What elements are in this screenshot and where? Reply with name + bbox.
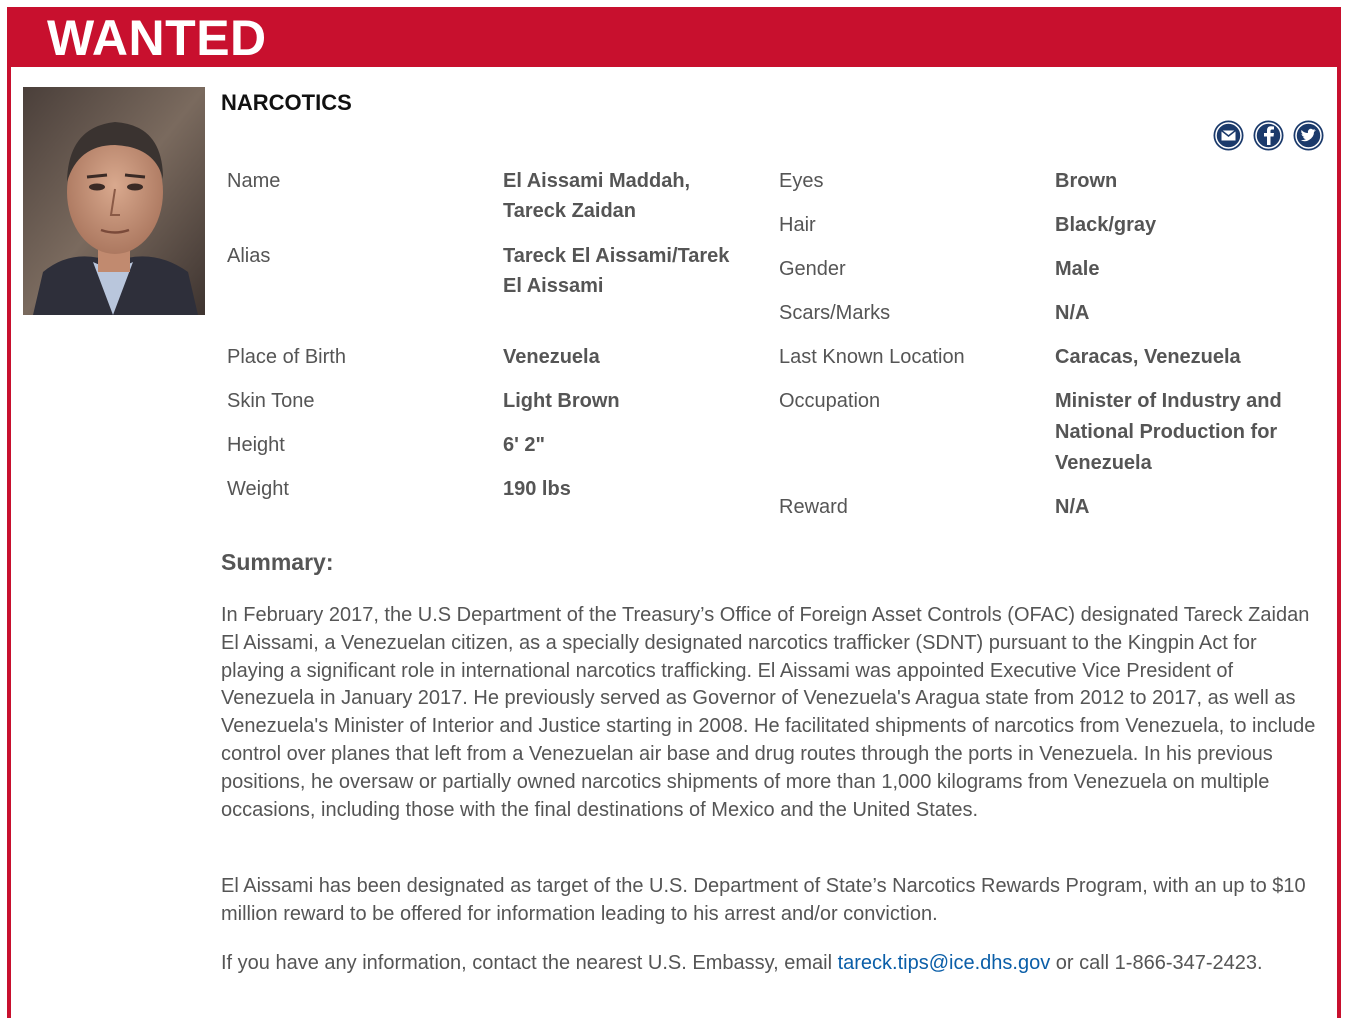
detail-value-skin-tone: Light Brown [503,390,620,412]
detail-label-place-of-birth: Place of Birth [227,346,346,368]
detail-label-alias: Alias [227,245,271,267]
banner-title: WANTED [47,10,267,66]
detail-label-eyes: Eyes [779,170,824,192]
detail-label-gender: Gender [779,258,846,280]
category-heading: NARCOTICS [221,90,352,115]
summary-paragraph-2: El Aissami has been designated as target of the U.S. Department of State’s Narcotics Rewards Program, with an up to $10 million reward to be offered for information leading to his arrest and/or conviction. [221,875,1306,925]
detail-value-alias-line1: Tareck El Aissami/Tarek [503,245,730,267]
detail-value-reward: N/A [1055,496,1090,518]
detail-value-height: 6' 2" [503,434,546,456]
page-frame [7,7,1341,1018]
summary-paragraph-1: In February 2017, the U.S Department of the Treasury’s Office of Foreign Asset Controls (OFAC) designated Tareck Zaidan El Aissami, a Venezuelan citizen, as a specially designated narcotics trafficker (SDNT) pursuant to the Kingpin Act for playing a significant role in international narcotics trafficking. El Aissami was appointed Executive Vice President of Venezuela in January 2017. He previously served as Governor of Venezuela's Aragua state from 2012 to 2017, as well as Venezuela's Minister of Interior and Justice starting in 2008. He facilitated shipments of narcotics from Venezuela, to include control over planes that left from a Venezuelan air base and drug routes through the ports in Venezuela. In his previous positions, he oversaw or partially owned narcotics shipments of more than 1,000 kilograms from Venezuela on multiple occasions, including those with the final destinations of Mexico and the United States. [221,604,1316,821]
detail-value-occupation-line3: Venezuela [1055,452,1152,474]
detail-value-name-line1: El Aissami Maddah, [503,170,691,192]
tips-email-link[interactable]: tareck.tips@ice.dhs.gov [837,952,1051,974]
detail-value-occupation-line2: National Production for [1055,421,1278,443]
detail-value-alias-line2: El Aissami [503,275,604,297]
detail-value-hair: Black/gray [1055,214,1157,236]
email-icon[interactable] [1213,120,1244,151]
contact-text: If you have any information, contact the nearest U.S. Embassy, email [221,952,838,974]
detail-value-eyes: Brown [1055,170,1118,192]
detail-label-scars-marks: Scars/Marks [779,302,891,324]
facebook-icon[interactable] [1253,120,1284,151]
detail-value-name-line2: Tareck Zaidan [503,200,637,222]
detail-value-scars-marks: N/A [1055,302,1090,324]
summary-heading: Summary: [221,549,334,575]
detail-label-weight: Weight [227,478,289,500]
call-text: or call 1-866-347-2423. [1050,952,1263,974]
detail-value-occupation-line1: Minister of Industry and [1055,390,1282,412]
detail-label-last-known-location: Last Known Location [779,346,965,368]
detail-label-skin-tone: Skin Tone [227,390,315,412]
detail-label-reward: Reward [779,496,848,518]
suspect-photo [23,87,205,315]
detail-label-hair: Hair [779,214,816,236]
share-icons [1213,120,1325,152]
detail-value-weight: 190 lbs [503,478,571,500]
detail-value-place-of-birth: Venezuela [503,346,600,368]
detail-label-occupation: Occupation [779,390,881,412]
summary-paragraph-3 [221,950,1323,978]
detail-label-name: Name [227,170,281,192]
detail-value-gender: Male [1055,258,1100,280]
twitter-icon[interactable] [1293,120,1324,151]
detail-value-last-known-location: Caracas, Venezuela [1055,346,1241,368]
detail-label-height: Height [227,434,285,456]
